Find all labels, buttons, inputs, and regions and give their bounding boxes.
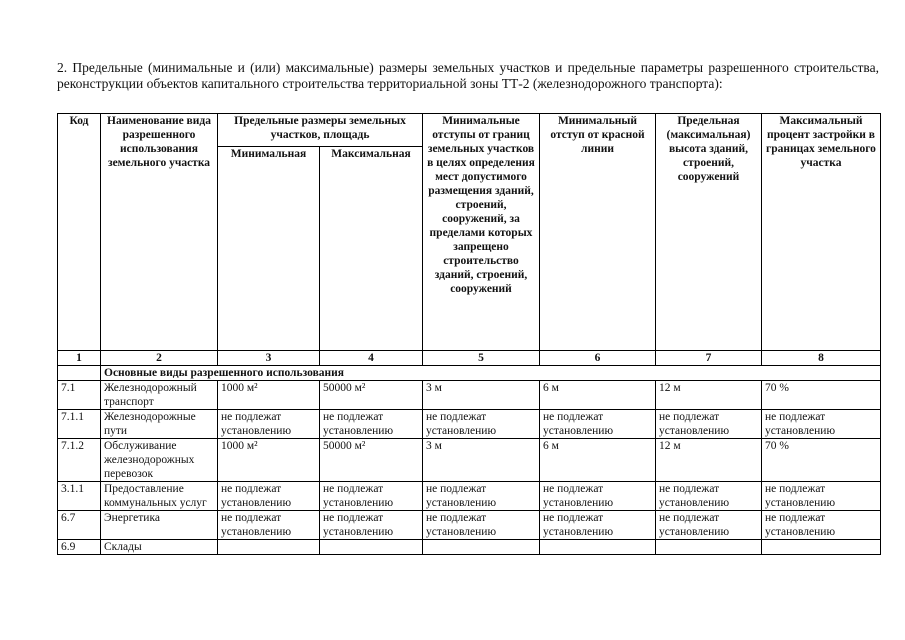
cell-min: 1000 м²: [218, 439, 320, 482]
cell-red-line: не подлежат установлению: [540, 482, 656, 511]
cell-height: [656, 540, 762, 555]
cell-height: 12 м: [656, 439, 762, 482]
intro-paragraph: 2. Предельные (минимальные и (или) максимальные) размеры земельных участков и предельные параметры разрешенного строительства, реконструкции объектов капитального строительства территориальной зоны ТТ-2 (железнодорожного транспорта):: [57, 60, 879, 91]
cell-min: 1000 м²: [218, 381, 320, 410]
parameters-table: [57, 113, 881, 555]
cell-name: Энергетика: [101, 511, 218, 540]
cell-min: не подлежат установлению: [218, 511, 320, 540]
cell-min: [218, 540, 320, 555]
column-number: 8: [762, 351, 881, 366]
cell-name: Предоставление коммунальных услуг: [101, 482, 218, 511]
table-row: [58, 540, 881, 555]
column-number: 5: [423, 351, 540, 366]
column-number: 6: [540, 351, 656, 366]
column-number: 4: [320, 351, 423, 366]
cell-coverage: не подлежат установлению: [762, 482, 881, 511]
header-height: Предельная (максимальная) высота зданий, строений, сооружений: [656, 114, 762, 351]
table-row: [58, 482, 881, 511]
cell-height: не подлежат установлению: [656, 410, 762, 439]
cell-code: 7.1.2: [58, 439, 101, 482]
header-row: [58, 114, 881, 147]
column-number: 2: [101, 351, 218, 366]
cell-height: не подлежат установлению: [656, 482, 762, 511]
cell-setback: 3 м: [423, 439, 540, 482]
section-title: Основные виды разрешенного использования: [101, 366, 881, 381]
cell-min: не подлежат установлению: [218, 410, 320, 439]
cell-red-line: не подлежат установлению: [540, 410, 656, 439]
cell-height: 12 м: [656, 381, 762, 410]
cell-setback: 3 м: [423, 381, 540, 410]
column-number: 7: [656, 351, 762, 366]
cell-name: Железнодорожный транспорт: [101, 381, 218, 410]
cell-red-line: 6 м: [540, 381, 656, 410]
cell-coverage: 70 %: [762, 381, 881, 410]
table-row: [58, 511, 881, 540]
cell-setback: не подлежат установлению: [423, 482, 540, 511]
cell-code: 3.1.1: [58, 482, 101, 511]
cell-name: Обслуживание железнодорожных перевозок: [101, 439, 218, 482]
header-coverage: Максимальный процент застройки в границах земельного участка: [762, 114, 881, 351]
cell-max: не подлежат установлению: [320, 482, 423, 511]
section-row: [58, 366, 881, 381]
cell-red-line: не подлежат установлению: [540, 511, 656, 540]
cell-red-line: [540, 540, 656, 555]
cell-coverage: [762, 540, 881, 555]
cell-setback: [423, 540, 540, 555]
cell-setback: не подлежат установлению: [423, 511, 540, 540]
cell-max: не подлежат установлению: [320, 511, 423, 540]
cell-max: 50000 м²: [320, 439, 423, 482]
header-code: Код: [58, 114, 101, 351]
section-code-cell: [58, 366, 101, 381]
cell-red-line: 6 м: [540, 439, 656, 482]
column-number: 3: [218, 351, 320, 366]
column-number: 1: [58, 351, 101, 366]
cell-code: 7.1: [58, 381, 101, 410]
cell-height: не подлежат установлению: [656, 511, 762, 540]
cell-code: 6.9: [58, 540, 101, 555]
header-min: Минимальная: [218, 147, 320, 351]
cell-max: [320, 540, 423, 555]
cell-name: Железнодорожные пути: [101, 410, 218, 439]
table-row: [58, 410, 881, 439]
cell-min: не подлежат установлению: [218, 482, 320, 511]
header-name: Наименование вида разрешенного использования земельного участка: [101, 114, 218, 351]
cell-max: 50000 м²: [320, 381, 423, 410]
cell-coverage: не подлежат установлению: [762, 410, 881, 439]
cell-coverage: 70 %: [762, 439, 881, 482]
table-row: [58, 439, 881, 482]
header-max: Максимальная: [320, 147, 423, 351]
cell-setback: не подлежат установлению: [423, 410, 540, 439]
table-row: [58, 381, 881, 410]
cell-coverage: не подлежат установлению: [762, 511, 881, 540]
column-number-row: [58, 351, 881, 366]
cell-code: 6.7: [58, 511, 101, 540]
cell-code: 7.1.1: [58, 410, 101, 439]
header-setback: Минимальные отступы от границ земельных участков в целях определения мест допустимого размещения зданий, строений, сооружений, за пределами которых запрещено строительство зданий, строений, сооружений: [423, 114, 540, 351]
cell-max: не подлежат установлению: [320, 410, 423, 439]
header-red-line: Минимальный отступ от красной линии: [540, 114, 656, 351]
cell-name: Склады: [101, 540, 218, 555]
header-area: Предельные размеры земельных участков, площадь: [218, 114, 423, 147]
